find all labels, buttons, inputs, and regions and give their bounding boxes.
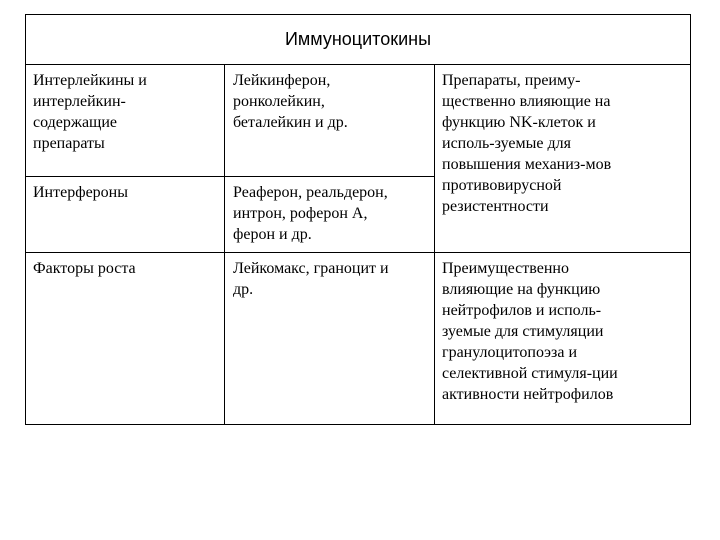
table-row bbox=[26, 65, 691, 177]
table-title-row bbox=[26, 15, 691, 65]
growth-factors-drugs: Лейкомакс, граноцит и др. bbox=[233, 260, 389, 298]
interferons-category: Интерфероны bbox=[33, 184, 128, 201]
table-title: Иммуноцитокины bbox=[26, 15, 691, 65]
table-row bbox=[26, 253, 691, 425]
table-cell bbox=[26, 65, 225, 177]
table-cell bbox=[435, 253, 691, 425]
growth-factors-category: Факторы роста bbox=[33, 260, 136, 277]
interleukins-category: Интерлейкины и интерлейкин- содержащие препараты bbox=[33, 72, 147, 152]
table-cell bbox=[225, 253, 435, 425]
table-cell bbox=[225, 177, 435, 253]
interleukins-interferons-description: Препараты, преиму- щественно влияющие на функцию NK-клеток и исполь-зуемые для повышения механиз-мов противовирусной резистентности bbox=[442, 72, 612, 215]
immunocytokines-table bbox=[25, 14, 691, 425]
interferons-drugs: Реаферон, реальдерон, интрон, роферон А, ферон и др. bbox=[233, 184, 388, 243]
table-cell bbox=[225, 65, 435, 177]
growth-factors-description: Преимущественно влияющие на функцию нейтрофилов и исполь- зуемые для стимуляции гранулоцитопоэза и селективной стимуля-ции активности нейтрофилов bbox=[442, 260, 618, 403]
interleukins-drugs: Лейкинферон, ронколейкин, беталейкин и др. bbox=[233, 72, 348, 131]
table-cell bbox=[26, 177, 225, 253]
table-cell bbox=[26, 253, 225, 425]
table-cell bbox=[435, 65, 691, 253]
